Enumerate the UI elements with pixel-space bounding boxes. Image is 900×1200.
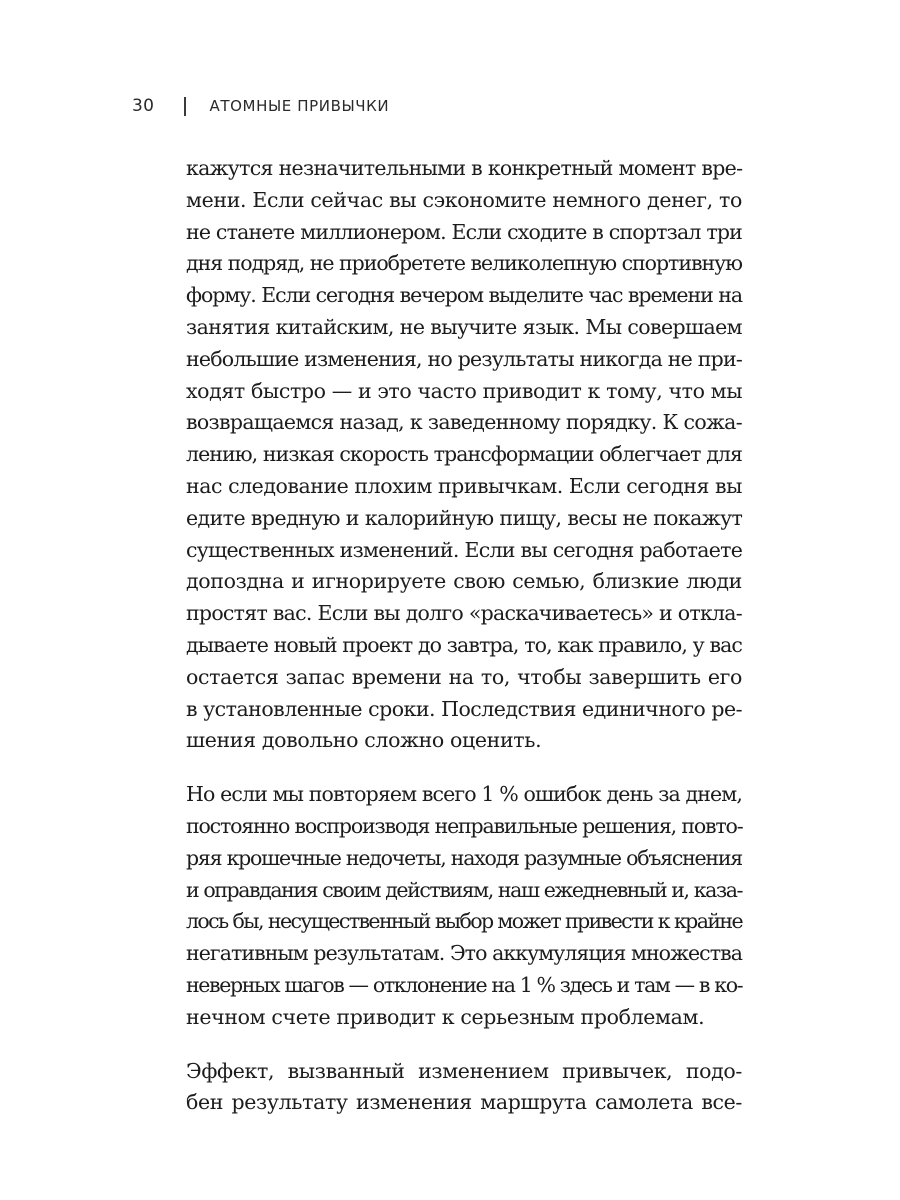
- text-line: бен результату изменения маршрута самолета все-: [186, 1090, 742, 1115]
- page-number: 30: [132, 96, 155, 116]
- paragraph-3: [186, 1056, 742, 1120]
- text-line: ряя крошечные недочеты, находя разумные объяснения: [186, 845, 743, 870]
- text-line: кажутся незначительными в конкретный момент вре-: [186, 156, 743, 180]
- text-line: простят вас. Если вы долго «раскачиваетесь» и откла-: [186, 601, 742, 626]
- paragraph-1: [186, 153, 742, 757]
- text-line: возвращаемся назад, к заведенному порядку. К сожа-: [186, 410, 742, 435]
- text-line: небольшие изменения, но результаты никогда не при-: [186, 346, 742, 371]
- text-line: дываете новый проект до завтра, то, как правило, у вас: [186, 632, 742, 657]
- text-line: нечном счете приводит к серьезным проблемам.: [186, 1004, 705, 1029]
- text-line: лось бы, несущественный выбор может привести к крайне: [186, 909, 742, 934]
- body-text: [186, 153, 742, 1141]
- text-line: шения довольно сложно оценить.: [186, 728, 542, 753]
- text-line: форму. Если сегодня вечером выделите час времени на: [186, 283, 742, 308]
- text-line: занятия китайским, не выучите язык. Мы совершаем: [186, 314, 742, 339]
- text-line: в установленные сроки. Последствия единичного ре-: [186, 696, 742, 721]
- text-line: постоянно воспроизводя неправильные решения, повто-: [186, 813, 743, 838]
- text-line: остается запас времени на то, чтобы завершить его: [186, 664, 742, 689]
- text-line: существенных изменений. Если вы сегодня работаете: [186, 537, 743, 562]
- text-line: едите вредную и калорийную пищу, весы не покажут: [186, 505, 743, 530]
- paragraph-2: [186, 779, 742, 1033]
- text-line: Эффект, вызванный изменением привычек, подо-: [186, 1058, 742, 1083]
- running-head: [132, 92, 389, 120]
- text-line: нас следование плохим привычкам. Если сегодня вы: [186, 473, 742, 498]
- text-line: мени. Если сейчас вы сэкономите немного денег, то: [186, 187, 742, 212]
- text-line: ходят быстро — и это часто приводит к тому, что мы: [186, 378, 743, 403]
- text-line: лению, низкая скорость трансформации облегчает для: [186, 442, 742, 467]
- text-line: не станете миллионером. Если сходите в спортзал три: [186, 219, 742, 244]
- text-line: негативным результатам. Это аккумуляция множества: [186, 941, 742, 966]
- text-line: и оправдания своим действиям, наш ежедневный и, каза-: [186, 877, 742, 902]
- text-line: неверных шагов — отклонение на 1 % здесь и там — в ко-: [186, 972, 743, 997]
- book-title: АТОМНЫЕ ПРИВЫЧКИ: [209, 97, 390, 115]
- text-line: дня подряд, не приобретете великолепную спортивную: [186, 251, 742, 276]
- text-line: допоздна и игнорируете свою семью, близкие люди: [186, 569, 742, 594]
- text-line: Но если мы повторяем всего 1 % ошибок день за днем,: [186, 782, 742, 807]
- header-divider: [184, 97, 186, 116]
